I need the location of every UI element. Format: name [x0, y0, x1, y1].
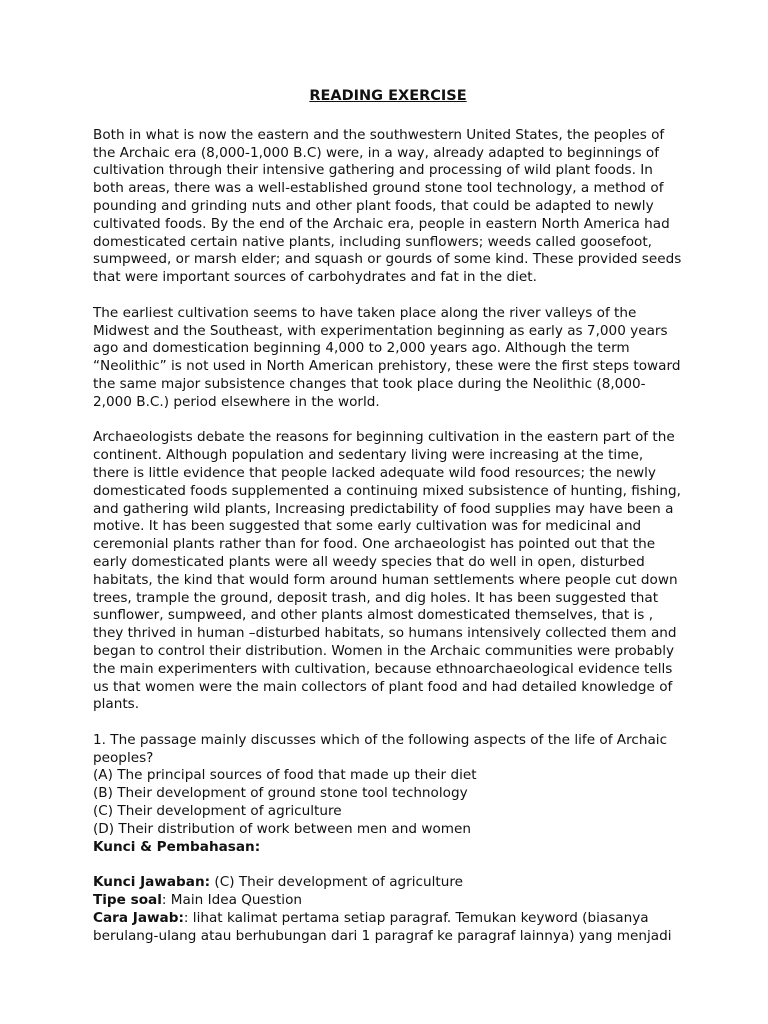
question-type-label: Tipe soal: [93, 892, 162, 909]
option-c: (C) Their development of agriculture: [93, 803, 342, 820]
answer-method-value: : lihat kalimat pertama setiap paragraf. Temukan keyword (biasanya berulang-ulang atau berhubungan dari 1 paragraf ke paragraf lainnya) yang menjadi: [93, 909, 672, 944]
question-type-value: : Main Idea Question: [161, 892, 303, 909]
question-stem: 1. The passage mainly discusses which of the following aspects of the life of Archaic peoples?: [93, 731, 668, 766]
answer-block: [93, 874, 683, 945]
page-title: READING EXERCISE: [309, 88, 467, 104]
discussion-header: Kunci & Pembahasan:: [93, 838, 261, 855]
option-b: (B) Their development of ground stone tool technology: [93, 785, 468, 802]
answer-method-label: Cara Jawab:: [93, 909, 184, 926]
paragraph-2: The earliest cultivation seems to have taken place along the river valleys of the Midwest and the Southeast, with experimentation beginning as early as 7,000 years ago and domestication beginning 4,000 to 2,000 years ago. Although the term “Neolithic” is not used in North American prehistory, these were the first steps toward the same major subsistence changes that took place during the Neolithic (8,000-2,000 B.C.) period elsewhere in the world.: [93, 304, 681, 410]
answer-key-value: (C) Their development of agriculture: [210, 874, 464, 891]
document-page: [93, 88, 683, 945]
answer-method-line: [93, 910, 683, 946]
question-type-line: [93, 892, 683, 910]
paragraph-1: Both in what is now the eastern and the southwestern United States, the peoples of the Archaic era (8,000-1,000 B.C) were, in a way, already adapted to beginnings of cultivation through their intensive gathering and processing of wild plant foods. In both areas, there was a well-established ground stone tool technology, a method of pounding and grinding nuts and other plant foods, that could be adapted to newly cultivated foods. By the end of the Archaic era, people in eastern North America had domesticated certain native plants, including sunflowers; weeds called goosefoot, sumpweed, or marsh elder; and squash or gourds of some kind. These provided seeds that were important sources of carbohydrates and fat in the diet.: [93, 126, 682, 286]
option-a: (A) The principal sources of food that made up their diet: [93, 767, 477, 784]
answer-key-label: Kunci Jawaban:: [93, 874, 211, 891]
answer-key-line: [93, 874, 683, 892]
paragraph-3: Archaeologists debate the reasons for beginning cultivation in the eastern part of the continent. Although population and sedentary living were increasing at the time, there is little evidence that people lacked adequate wild food resources; the newly domesticated foods supplemented a continuing mixed subsistence of hunting, fishing, and gathering wild plants, Increasing predictability of food supplies may have been a motive. It has been suggested that some early cultivation was for medicinal and ceremonial plants rather than for food. One archaeologist has pointed out that the early domesticated plants were all weedy species that do well in open, disturbed habitats, the kind that would form around human settlements where people cut down trees, trample the ground, deposit trash, and dig holes. It has been suggested that sunflower, sumpweed, and other plants almost domesticated themselves, that is , they thrived in human –disturbed habitats, so humans intensively collected them and began to control their distribution. Women in the Archaic communities were probably the main experimenters with cultivation, because ethnoarchaeological evidence tells us that women were the main collectors of plant food and had detailed knowledge of plants.: [93, 429, 681, 713]
option-d: (D) Their distribution of work between men and women: [93, 820, 471, 837]
question-block: [93, 732, 683, 857]
